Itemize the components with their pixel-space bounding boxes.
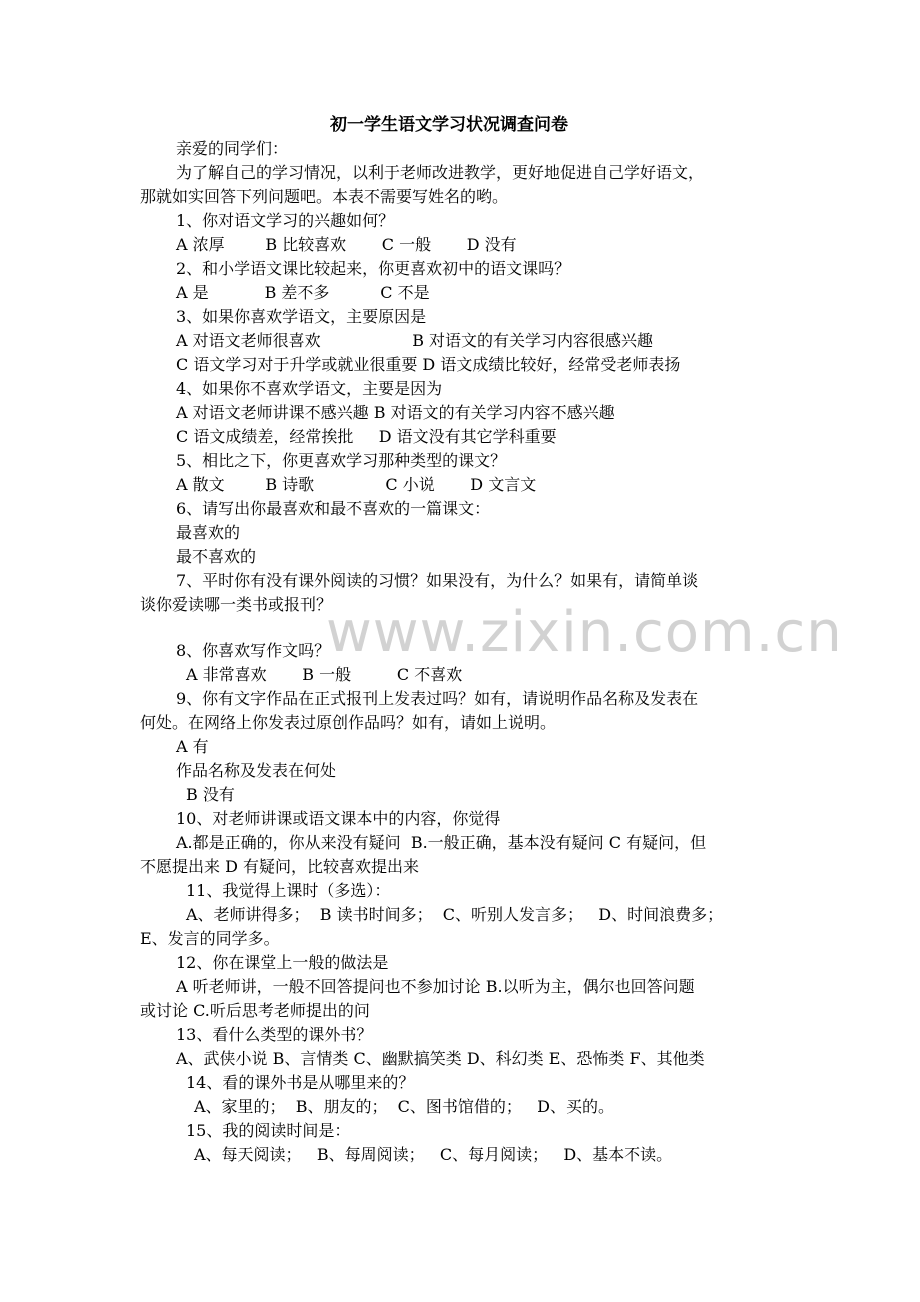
question-6: 6、请写出你最喜欢和最不喜欢的一篇课文：: [176, 499, 491, 518]
question-9-option-a: A 有: [176, 737, 209, 756]
question-5: 5、相比之下，你更喜欢学习那种类型的课文？: [176, 451, 507, 470]
question-4: 4、如果你不喜欢学语文，主要是因为: [176, 379, 443, 398]
question-9-line-1: 9、你有文字作品在正式报刊上发表过吗？如有，请说明作品名称及发表在: [176, 689, 699, 708]
question-3-options-2: C 语文学习对于升学或就业很重要 D 语文成绩比较好，经常受老师表扬: [176, 355, 681, 374]
question-7-line-2: 谈你爱读哪一类书或报刊？: [140, 595, 333, 614]
question-14-options: A、家里的； B、朋友的； C、图书馆借的； D、买的。: [194, 1097, 614, 1116]
question-11-options-2: E、发言的同学多。: [140, 929, 280, 948]
question-4-options-2: C 语文成绩差，经常挨批 D 语文没有其它学科重要: [176, 427, 557, 446]
question-9-work-name: 作品名称及发表在何处: [176, 761, 337, 780]
question-15-options: A、每天阅读； B、每周阅读； C、每月阅读； D、基本不读。: [194, 1145, 673, 1164]
question-7-line-1: 7、平时你有没有课外阅读的习惯？如果没有，为什么？如果有，请简单谈: [176, 571, 699, 590]
question-10-options-2: 不愿提出来 D 有疑问，比较喜欢提出来: [140, 857, 420, 876]
question-1-options: A 浓厚 B 比较喜欢 C 一般 D 没有: [176, 235, 517, 254]
question-8: 8、你喜欢写作文吗？: [176, 641, 331, 660]
question-11-options-1: A、老师讲得多； B 读书时间多； C、听别人发言多； D、时间浪费多；: [186, 905, 724, 924]
question-13-options: A、武侠小说 B、言情类 C、幽默搞笑类 D、科幻类 E、恐怖类 F、其他类: [176, 1049, 705, 1068]
question-15: 15、我的阅读时间是：: [186, 1121, 351, 1140]
question-11: 11、我觉得上课时（多选）：: [186, 881, 391, 900]
question-5-options: A 散文 B 诗歌 C 小说 D 文言文: [176, 475, 537, 494]
question-2: 2、和小学语文课比较起来，你更喜欢初中的语文课吗？: [176, 259, 571, 278]
intro-line-1: 为了解自己的学习情况，以利于老师改进教学，更好地促进自己学好语文，: [176, 163, 705, 182]
question-3-options-1: A 对语文老师很喜欢 B 对语文的有关学习内容很感兴趣: [176, 331, 654, 350]
question-10-options-1: A.都是正确的，你从来没有疑问 B.一般正确，基本没有疑问 C 有疑问，但: [176, 833, 707, 852]
question-14: 14、看的课外书是从哪里来的？: [186, 1073, 415, 1092]
watermark: www.zixin.com.cn: [326, 600, 843, 665]
question-9-line-2: 何处。在网络上你发表过原创作品吗？如有，请如上说明。: [140, 713, 557, 732]
question-2-options: A 是 B 差不多 C 不是: [176, 283, 430, 302]
question-12-options-2: 或讨论 C.听后思考老师提出的问: [140, 1001, 370, 1020]
question-9-option-b: B 没有: [186, 785, 235, 804]
question-13: 13、看什么类型的课外书？: [176, 1025, 373, 1044]
question-1: 1、你对语文学习的兴趣如何？: [176, 211, 395, 230]
question-10: 10、对老师讲课或语文课本中的内容，你觉得: [176, 809, 501, 828]
question-6-favorite: 最喜欢的: [176, 523, 241, 542]
question-12-options-1: A 听老师讲，一般不回答提问也不参加讨论 B.以听为主，偶尔也回答问题: [176, 977, 695, 996]
question-12: 12、你在课堂上一般的做法是: [176, 953, 389, 972]
question-4-options-1: A 对语文老师讲课不感兴趣 B 对语文的有关学习内容不感兴趣: [176, 403, 615, 422]
intro-line-2: 那就如实回答下列问题吧。本表不需要写姓名的哟。: [140, 187, 509, 206]
document-title: 初一学生语文学习状况调查问卷: [330, 115, 568, 135]
greeting: 亲爱的同学们：: [176, 139, 289, 158]
question-8-options: A 非常喜欢 B 一般 C 不喜欢: [186, 665, 463, 684]
question-3: 3、如果你喜欢学语文，主要原因是: [176, 307, 427, 326]
question-6-least-favorite: 最不喜欢的: [176, 547, 257, 566]
